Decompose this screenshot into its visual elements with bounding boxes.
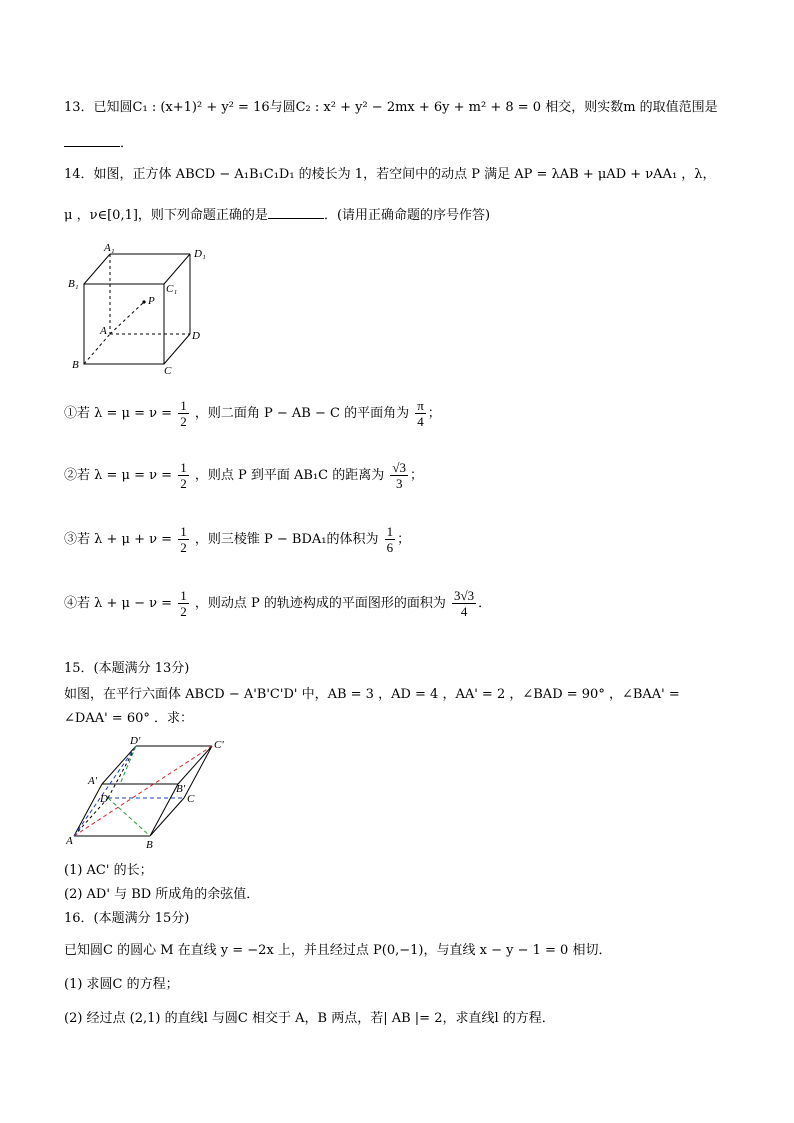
label-A1: A₁ [104, 242, 115, 254]
label-B1: B₁ [68, 278, 79, 290]
q14-line2-start: μ ，ν∈[0,1]，则下列命题正确的是 [64, 208, 268, 223]
q14-option-1: ①若 λ = μ = ν = $\frac{1}{2}$ ，则二面角 P − AB − C 的平面角为 $\frac{\pi}{4}$ ； [64, 398, 441, 429]
label-D1: D₁ [194, 248, 206, 260]
label-B: B [146, 839, 153, 851]
label-Dp: D' [130, 736, 141, 747]
label-C: C [187, 793, 195, 805]
q14-line2 [64, 206, 490, 225]
label-C1: C₁ [166, 283, 178, 295]
cube-figure [64, 240, 224, 380]
option-2-statement: ，则点 P 到平面 AB₁C 的距离为 [194, 468, 385, 483]
q13-line2-end: ． [120, 136, 134, 151]
label-A: A [66, 835, 73, 847]
option-4-condition: ④若 λ + μ − ν = [64, 596, 173, 611]
option-3-condition-frac: $\frac{1}{2}$ [180, 524, 187, 555]
option-1-condition-frac: $\frac{1}{2}$ [180, 398, 187, 429]
option-3-condition: ③若 λ + μ + ν = [64, 532, 173, 547]
q16-part2: (2) 经过点 (2,1) 的直线l 与圆C 相交于 A，B 两点，若| AB |= 2，求直线l 的方程． [64, 1011, 555, 1026]
q16-line1: 已知圆C 的圆心 M 在直线 y = −2x 上，并且经过点 P(0,−1)，与直线 x − y − 1 = 0 相切． [64, 943, 612, 958]
q13-answer-blank [64, 134, 120, 147]
q13-line2 [64, 134, 133, 153]
option-1-statement: ，则二面角 P − AB − C 的平面角为 [194, 406, 410, 421]
option-3-statement: ，则三棱锥 P − BDA₁的体积为 [194, 532, 379, 547]
label-Ap: A' [88, 775, 98, 787]
q15-line2: ∠DAA' = 60° ．求： [64, 711, 193, 726]
option-2-condition-frac: $\frac{1}{2}$ [180, 460, 187, 491]
q14-option-4: ④若 λ + μ − ν = $\frac{1}{2}$ ，则动点 P 的轨迹构成的平面图形的面积为 $\frac{3√3}{4}$ ． [64, 588, 492, 619]
label-D: D [100, 793, 108, 805]
q13-line1: 13．已知圆C₁ : (x+1)² + y² = 16与圆C₂ : x² + y² − 2mx + 6y + m² + 8 = 0 相交，则实数m 的取值范围是 [64, 100, 718, 115]
q14-line2-end: ．(请用正确命题的序号作答) [323, 208, 491, 223]
option-4-answer-frac: $\frac{3√3}{4}$ [454, 588, 475, 619]
q16-part1: (1) 求圆C 的方程； [64, 977, 179, 992]
q15-part2: (2) AD' 与 BD 所成角的余弦值． [64, 887, 260, 902]
label-D: D [192, 330, 200, 342]
option-3-answer-frac: $\frac{1}{6}$ [386, 524, 394, 555]
label-P: P [148, 295, 155, 307]
label-Cp: C' [214, 739, 224, 751]
q15-title: 15．(本题满分 13分) [64, 661, 190, 676]
q14-option-3: ③若 λ + μ + ν = $\frac{1}{2}$ ，则三棱锥 P − BDA₁的体积为 $\frac{1}{6}$ ； [64, 524, 411, 555]
option-1-answer-frac: $\frac{\pi}{4}$ [417, 398, 424, 429]
option-2-answer-frac: $\frac{√3}{3}$ [392, 460, 407, 491]
option-4-statement: ，则动点 P 的轨迹构成的平面图形的面积为 [194, 596, 446, 611]
q15-line1: 如图，在平行六面体 ABCD − A'B'C'D' 中，AB = 3 ，AD = 4 ，AA' = 2 ，∠BAD = 90° ，∠BAA' = [64, 687, 680, 702]
option-4-condition-frac: $\frac{1}{2}$ [180, 588, 187, 619]
label-A: A [100, 325, 107, 337]
q14-answer-blank [268, 206, 324, 219]
parallelepiped-figure [64, 736, 234, 854]
option-1-condition: ①若 λ = μ = ν = [64, 406, 173, 421]
option-2-condition: ②若 λ = μ = ν = [64, 468, 173, 483]
q14-line1: 14．如图，正方体 ABCD − A₁B₁C₁D₁ 的棱长为 1，若空间中的动点 P 满足 AP = λAB + μAD + νAA₁ ，λ， [64, 167, 716, 182]
q16-title: 16．(本题满分 15分) [64, 911, 190, 926]
label-B: B [72, 359, 79, 371]
label-C: C [164, 365, 172, 377]
q15-part1: (1) AC' 的长； [64, 863, 153, 878]
q14-option-2: ②若 λ = μ = ν = $\frac{1}{2}$ ，则点 P 到平面 AB₁C 的距离为 $\frac{√3}{3}$ ； [64, 460, 424, 491]
label-Bp: B' [176, 783, 186, 795]
